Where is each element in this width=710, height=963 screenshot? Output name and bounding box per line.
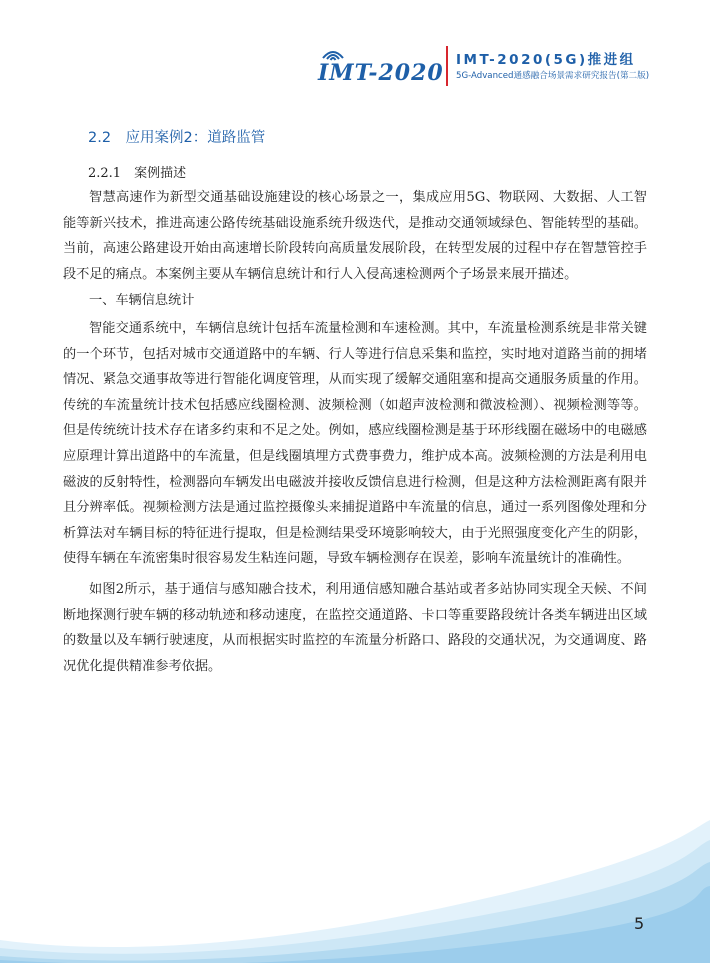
header-title: IMT-2020(5G)推进组 <box>456 52 636 68</box>
subsection-title: 2.2.1 案例描述 <box>88 166 187 181</box>
footer-wave-decoration <box>0 820 710 963</box>
page-number: 5 <box>634 914 645 933</box>
header-subtitle: 5G-Advanced通感融合场景需求研究报告(第二版) <box>456 71 650 81</box>
item-title-vehicle-stats: 一、车辆信息统计 <box>89 293 195 308</box>
vehicle-stats-paragraph: 智能交通系统中，车辆信息统计包括车流量检测和车速检测。其中，车流量检测系统是非常关键的一个环节，包括对城市交通道路中的车辆、行人等进行信息采集和监控，实时地对道路当前的拥堵情况、紧急交通事故等进行智能化调度管理，从而实现了缓解交通阻塞和提高交通服务质量的作用。传统的车流量统计技术包括感应线圈检测、波频检测（如超声波检测和微波检测）、视频检测等等。但是传统统计技术存在诸多约束和不足之处。例如，感应线圈检测是基于环形线圈在磁场中的电磁感应原理计算出道路中的车流量，但是线圈填埋方式费事费力，维护成本高。波频检测的方法是利用电磁波的反射特性，检测器向车辆发出电磁波并接收反馈信息进行检测，但是这种方法检测距离有限并且分辨率低。视频检测方法是通过监控摄像头来捕捉道路中车流量的信息，通过一系列图像处理和分析算法对车辆目标的特征进行提取，但是检测结果受环境影响较大，由于光照强度变化产生的阴影，使得车辆在车流密集时很容易发生粘连问题，导致车辆检测存在误差，影响车流量统计的准确性。 <box>63 321 647 567</box>
page-header <box>0 40 710 90</box>
header-divider <box>446 46 448 86</box>
logo-text: IMT-2020 <box>318 60 444 86</box>
section-title: 2.2 应用案例2：道路监管 <box>88 130 266 146</box>
intro-paragraph: 智慧高速作为新型交通基础设施建设的核心场景之一，集成应用5G、物联网、大数据、人工智能等新兴技术，推进高速公路传统基础设施系统升级迭代，是推动交通领域绿色、智能转型的基础。当前，高速公路建设开始由高速增长阶段转向高质量发展阶段，在转型发展的过程中存在智慧管控手段不足的痛点。本案例主要从车辆信息统计和行人入侵高速检测两个子场景来展开描述。 <box>63 190 647 282</box>
figure-reference-paragraph: 如图2所示，基于通信与感知融合技术，利用通信感知融合基站或者多站协同实现全天候、不间断地探测行驶车辆的移动轨迹和移动速度，在监控交通道路、卡口等重要路段统计各类车辆进出区域的数量以及车辆行驶速度，从而根据实时监控的车流量分析路口、路段的交通状况，为交通调度、路况优化提供精准参考依据。 <box>63 582 647 674</box>
imt2020-logo <box>318 46 448 90</box>
